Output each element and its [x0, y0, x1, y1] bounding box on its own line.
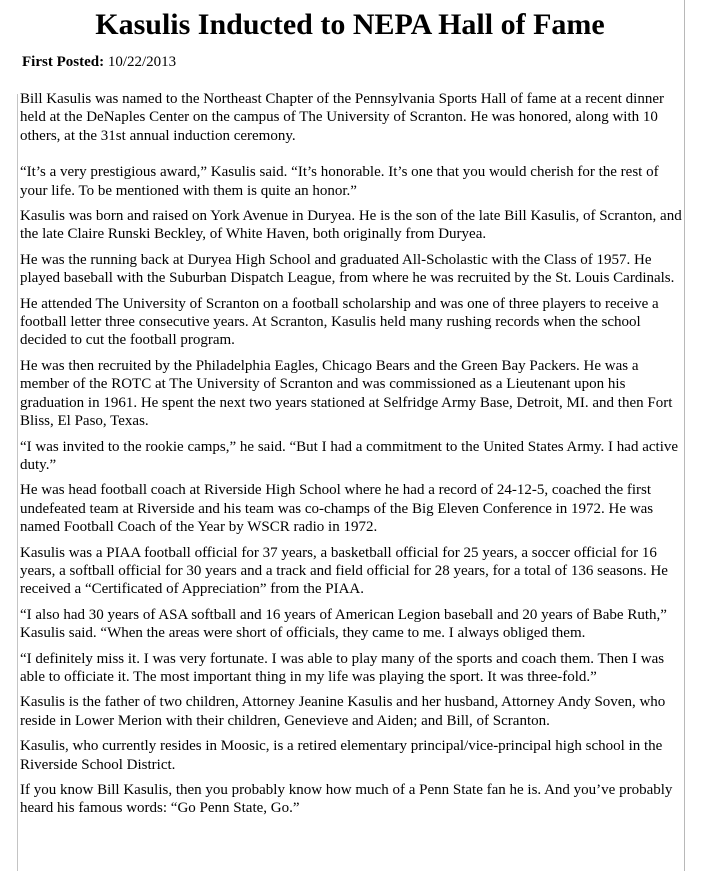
paragraph-2: “It’s a very prestigious award,” Kasulis said. “It’s honorable. It’s one that you would cherish for the rest of your life. To be mentioned with them is quite an honor.”: [20, 164, 659, 199]
posted-line: [22, 52, 176, 72]
paragraph-13: Kasulis, who currently resides in Moosic, is a retired elementary principal/vice-principal high school in the Riverside School District.: [20, 738, 663, 773]
paragraph-12: Kasulis is the father of two children, Attorney Jeanine Kasulis and her husband, Attorney Andy Soven, who reside in Lower Merion with their children, Genevieve and Aiden; and Bill, of Scranton.: [20, 694, 666, 729]
article-body: [20, 90, 686, 825]
paragraph-7: “I was invited to the rookie camps,” he said. “But I had a commitment to the United States Army. I had active duty.”: [20, 438, 679, 473]
posted-date: 10/22/2013: [107, 54, 177, 70]
paragraph-8: He was head football coach at Riverside High School where he had a record of 24-12-5, coached the first undefeated team at Riverside and his team was co-champs of the Big Eleven Conference in 1972. He was named Football Coach of the Year by WSCR radio in 1972.: [20, 482, 654, 536]
paragraph-1: Bill Kasulis was named to the Northeast Chapter of the Pennsylvania Sports Hall of fame at a recent dinner held at the DeNaples Center on the campus of The University of Scranton. He was honored, along with 10 others, at the 31st annual induction ceremony.: [20, 91, 664, 144]
paragraph-4: He was the running back at Duryea High School and graduated All-Scholastic with the Class of 1957. He played baseball with the Suburban Dispatch League, from where he was recruited by the St. Louis Cardinals.: [20, 251, 675, 287]
margin-rule: [17, 94, 18, 871]
paragraph-11: “I definitely miss it. I was very fortunate. I was able to play many of the sports and coach them. Then I was able to officiate it. The most important thing in my life was playing the sport. It was three-fold.”: [20, 650, 665, 685]
paragraph-10: “I also had 30 years of ASA softball and 16 years of American Legion baseball and 20 years of Babe Ruth,” Kasulis said. “When the areas were short of officials, they came to me. I always obliged them.: [20, 606, 667, 642]
paragraph-3: Kasulis was born and raised on York Avenue in Duryea. He is the son of the late Bill Kasulis, of Scranton, and the late Claire Runski Beckley, of White Haven, both originally from Duryea.: [20, 208, 682, 243]
paragraph-14: If you know Bill Kasulis, then you probably know how much of a Penn State fan he is. And you’ve probably heard his famous words: “Go Penn State, Go.”: [20, 782, 673, 817]
paragraph-9: Kasulis was a PIAA football official for 37 years, a basketball official for 25 years, a soccer official for 16 years, a softball official for 30 years and a track and field official for 28 years, for a total of 136 seasons. He received a “Certificated of Appreciation” from the PIAA.: [20, 544, 668, 598]
paragraph-5: He attended The University of Scranton on a football scholarship and was one of three players to receive a football letter three consecutive years. At Scranton, Kasulis held many rushing records when the school decided to cut the football program.: [20, 295, 659, 349]
paragraph-6: He was then recruited by the Philadelphia Eagles, Chicago Bears and the Green Bay Packers. He was a member of the ROTC at The University of Scranton and was commissioned as a Lieutenant upon his graduation in 1961. He spent the next two years stationed at Selfridge Army Base, Detroit, MI. and then Fort Bliss, El Paso, Texas.: [20, 357, 673, 430]
headline: Kasulis Inducted to NEPA Hall of Fame: [95, 8, 605, 41]
posted-label: First Posted:: [22, 54, 105, 70]
